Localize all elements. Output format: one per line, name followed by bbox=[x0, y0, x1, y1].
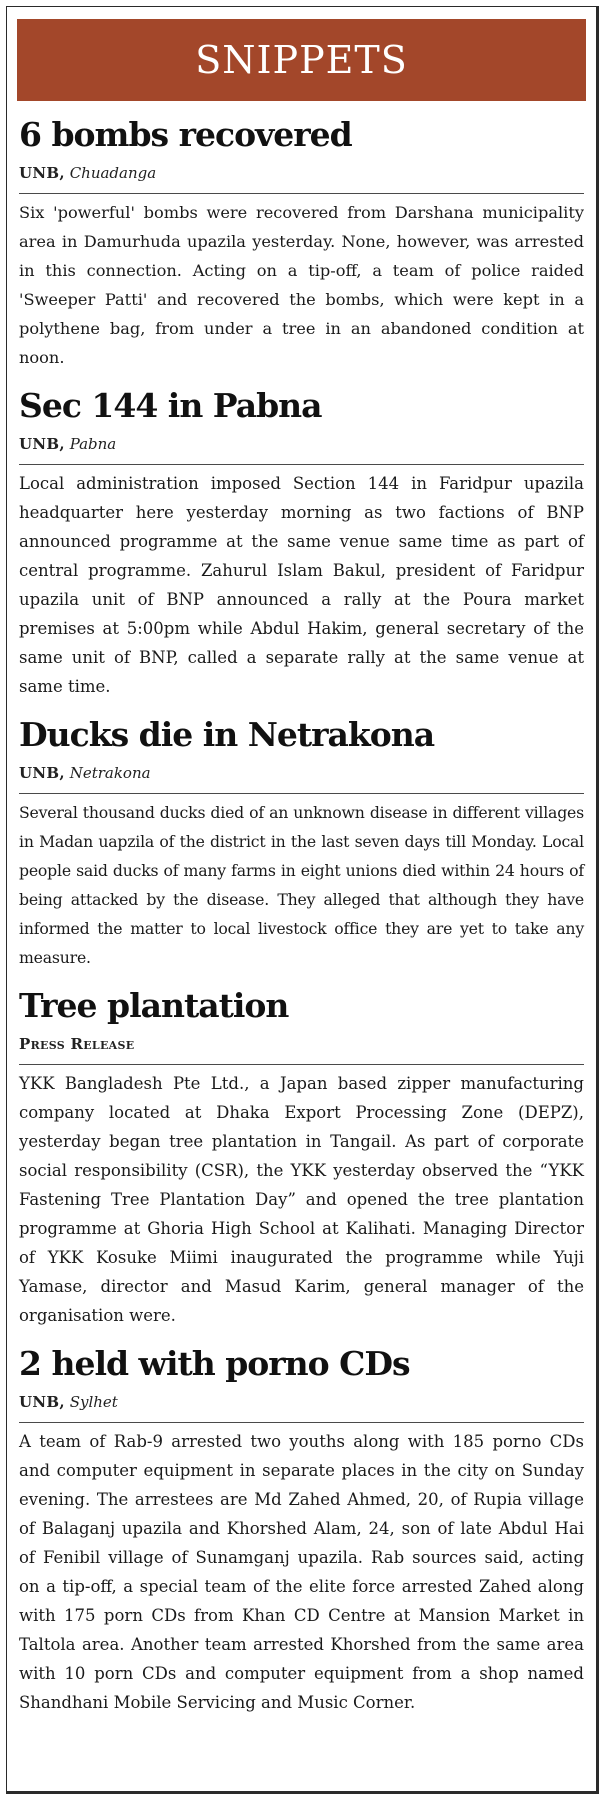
article-headline: 2 held with porno CDs bbox=[19, 1344, 410, 1383]
article-held-with-cds bbox=[7, 1342, 596, 1717]
byline-divider bbox=[19, 793, 584, 794]
byline-source: UNB, bbox=[19, 1393, 65, 1411]
byline-divider bbox=[19, 464, 584, 465]
article-byline bbox=[19, 761, 584, 785]
byline-divider bbox=[19, 1064, 584, 1065]
article-byline bbox=[19, 432, 584, 456]
byline-divider bbox=[19, 193, 584, 194]
byline-source: UNB, bbox=[19, 435, 65, 453]
article-body: YKK Bangladesh Pte Ltd., a Japan based zipper manufacturing company located at Dhaka Export Processing Zone (DEPZ), yesterday began tree plantation in Tangail. As part of corporate social responsibility (CSR), the YKK yesterday observed the “YKK Fastening Tree Plantation Day” and opened the tree plantation programme at Ghoria High School at Kalihati. Managing Director of YKK Kosuke Miimi inaugurated the programme while Yuji Yamase, director and Masud Karim, general manager of the organisation were. bbox=[19, 1074, 584, 1325]
article-body: Six 'powerful' bombs were recovered from Darshana municipality area in Damurhuda upazila yesterday. None, however, was arrested in this connection. Acting on a tip-off, a team of police raided 'Sweeper Patti' and recovered the bombs, which were kept in a polythene bag, from under a tree in an abandoned condition at noon. bbox=[19, 203, 584, 367]
article-byline bbox=[19, 1032, 584, 1056]
article-headline: 6 bombs recovered bbox=[19, 115, 352, 154]
article-byline bbox=[19, 161, 584, 185]
article-headline: Sec 144 in Pabna bbox=[19, 386, 322, 425]
article-body: Local administration imposed Section 144 in Faridpur upazila headquarter here yesterday morning as two factions of BNP announced programme at the same venue same time as part of central programme. Zahurul Islam Bakul, president of Faridpur upazila unit of BNP announced a rally at the Poura market premises at 5:00pm while Abdul Hakim, general secretary of the same unit of BNP, called a separate rally at the same venue at same time. bbox=[19, 474, 584, 696]
article-sec-144-pabna bbox=[7, 384, 596, 701]
article-headline: Tree plantation bbox=[19, 986, 289, 1025]
article-tree-plantation bbox=[7, 984, 596, 1330]
byline-source: Press Release bbox=[19, 1035, 135, 1053]
byline-divider bbox=[19, 1422, 584, 1423]
article-body: Several thousand ducks died of an unknown disease in different villages in Madan uapzila of the district in the last seven days till Monday. Local people said ducks of many farms in eight unions died within 24 hours of being attacked by the disease. They alleged that although they have informed the matter to local livestock office they are yet to take any measure. bbox=[19, 803, 584, 967]
article-byline bbox=[19, 1390, 584, 1414]
byline-place: Chuadanga bbox=[69, 164, 157, 182]
section-banner: SNIPPETS bbox=[17, 19, 586, 101]
byline-place: Pabna bbox=[69, 435, 117, 453]
byline-place: Sylhet bbox=[69, 1393, 118, 1411]
byline-source: UNB, bbox=[19, 764, 65, 782]
article-body: A team of Rab-9 arrested two youths along with 185 porno CDs and computer equipment in separate places in the city on Sunday evening. The arrestees are Md Zahed Ahmed, 20, of Rupia village of Balaganj upazila and Khorshed Alam, 24, son of late Abdul Hai of Fenibil village of Sunamganj upazila. Rab sources said, acting on a tip-off, a special team of the elite force arrested Zahed along with 175 porn CDs from Khan CD Centre at Mansion Market in Taltola area. Another team arrested Khorshed from the same area with 10 porn CDs and computer equipment from a shop named Shandhani Mobile Servicing and Music Corner. bbox=[19, 1432, 584, 1712]
snippets-column-frame bbox=[6, 6, 599, 1794]
article-ducks-die bbox=[7, 713, 596, 972]
article-bombs-recovered bbox=[7, 113, 596, 372]
byline-place: Netrakona bbox=[69, 764, 151, 782]
byline-source: UNB, bbox=[19, 164, 65, 182]
article-headline: Ducks die in Netrakona bbox=[19, 715, 435, 754]
